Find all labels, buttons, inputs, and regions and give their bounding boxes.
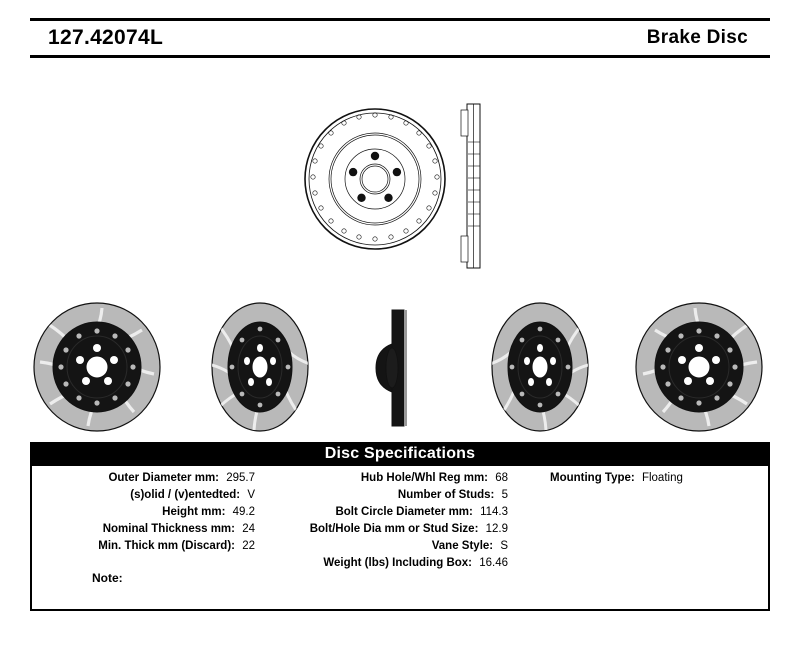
spec-column-left	[40, 470, 255, 555]
plain-rotor-face-view	[300, 104, 450, 254]
spec-label: Number of Studs:	[397, 489, 495, 501]
spec-value: 24	[242, 523, 255, 535]
drilled-slotted-rotor-front-right	[478, 300, 603, 435]
product-type: Brake Disc	[646, 27, 748, 48]
spec-row	[40, 521, 255, 538]
spec-value: 22	[242, 540, 255, 552]
spec-row	[40, 538, 255, 555]
spec-label: Vane Style:	[431, 540, 494, 552]
spec-label: Height mm:	[162, 506, 226, 518]
spec-column-middle	[258, 470, 508, 572]
spec-label: Outer Diameter mm:	[108, 472, 220, 484]
spec-label: Bolt/Hole Dia mm or Stud Size:	[309, 523, 479, 535]
spec-row	[258, 470, 508, 487]
spec-row	[258, 538, 508, 555]
spec-value: 16.46	[479, 557, 508, 569]
note-label: Note:	[92, 571, 123, 585]
part-number: 127.42074L	[48, 26, 164, 49]
drilled-slotted-rotor-angled-left	[30, 300, 165, 435]
plain-rotor-edge-section-view	[455, 96, 495, 276]
spec-label: Min. Thick mm (Discard):	[98, 540, 235, 552]
spec-value: Floating	[641, 472, 683, 484]
spec-label: Mounting Type:	[550, 472, 635, 484]
spec-value: 295.7	[226, 472, 255, 484]
spec-value: S	[500, 540, 508, 552]
spec-row	[40, 504, 255, 521]
spec-label: Nominal Thickness mm:	[102, 523, 235, 535]
spec-value: 12.9	[485, 523, 508, 535]
spec-row	[40, 487, 255, 504]
drilled-slotted-rotor-front-left	[198, 300, 323, 435]
spec-panel-header	[30, 442, 770, 466]
spec-value: 114.3	[480, 506, 508, 518]
spec-row	[258, 555, 508, 572]
spec-row	[258, 504, 508, 521]
spec-panel-title: Disc Specifications	[324, 445, 476, 462]
spec-column-right	[550, 470, 760, 487]
spec-label: Bolt Circle Diameter mm:	[335, 506, 473, 518]
spec-label: (s)olid / (v)entedted:	[130, 489, 241, 501]
spec-label: Weight (lbs) Including Box:	[323, 557, 473, 569]
spec-columns	[30, 470, 770, 590]
spec-row	[550, 470, 760, 487]
spec-row	[258, 521, 508, 538]
spec-row	[40, 470, 255, 487]
drilled-slotted-rotor-angled-right	[632, 300, 767, 435]
spec-value: 5	[501, 489, 508, 501]
spec-row	[258, 487, 508, 504]
spec-value: V	[247, 489, 255, 501]
spec-value: 49.2	[232, 506, 255, 518]
spec-label: Hub Hole/Whl Reg mm:	[360, 472, 488, 484]
header-bar	[30, 18, 770, 58]
rotor-edge-profile	[370, 304, 430, 432]
spec-value: 68	[495, 472, 508, 484]
drawing-area	[0, 66, 800, 436]
